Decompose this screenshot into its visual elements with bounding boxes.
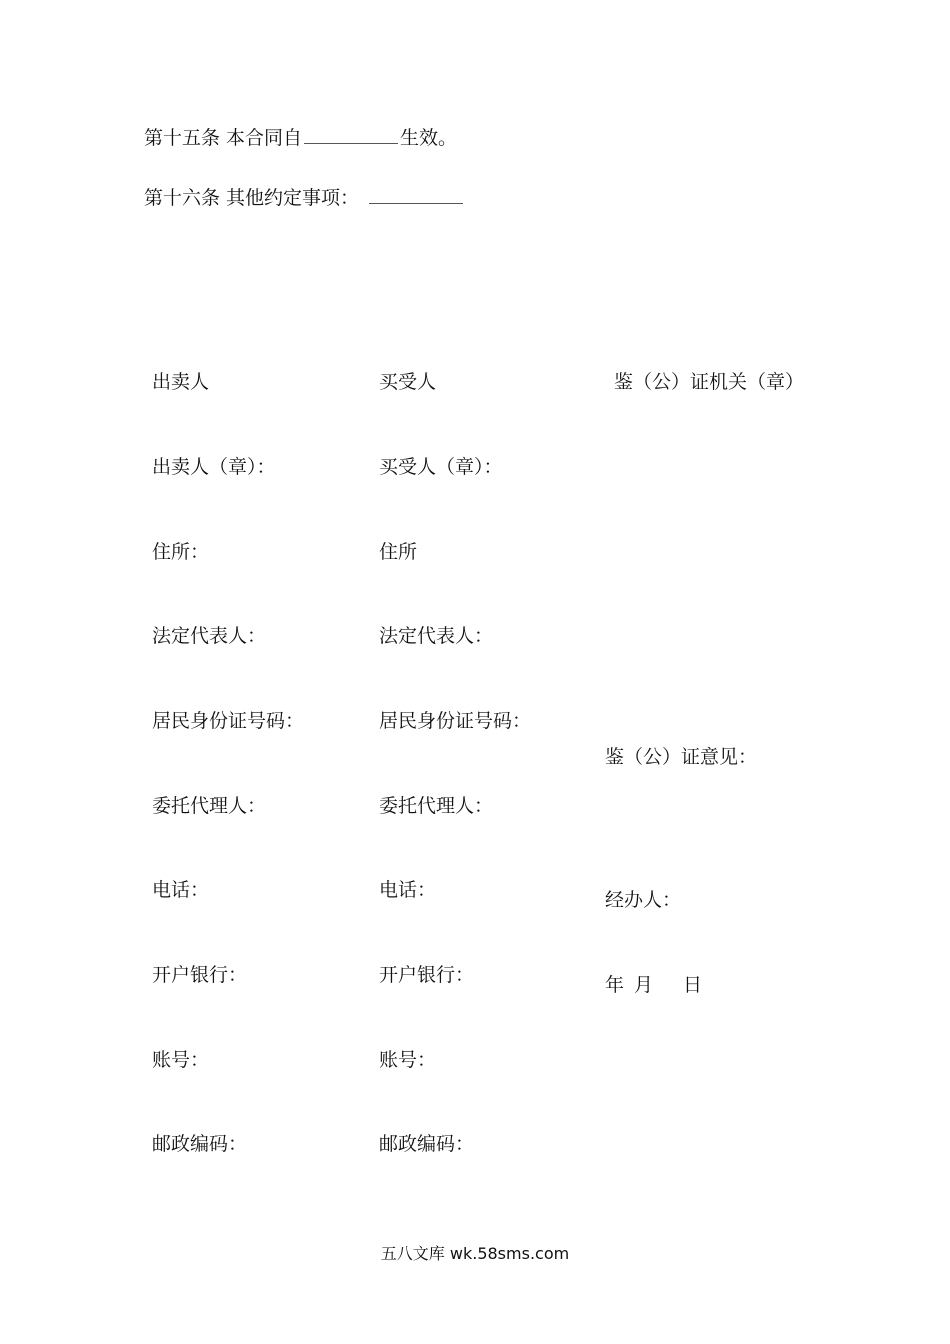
seller-seal: 出卖人（章）： xyxy=(152,456,276,478)
clause-16 xyxy=(144,186,463,210)
seller-agent: 委托代理人： xyxy=(152,795,267,817)
seller-address: 住所： xyxy=(152,541,210,563)
buyer-bank: 开户银行： xyxy=(379,964,475,986)
seller-phone: 电话： xyxy=(152,879,210,901)
buyer-seal: 买受人（章）： xyxy=(379,456,503,478)
notary-date-year: 年 xyxy=(605,974,625,996)
buyer-agent: 委托代理人： xyxy=(379,795,494,817)
seller-header: 出卖人 xyxy=(152,371,210,393)
notary-opinion: 鉴（公）证意见： xyxy=(605,746,758,768)
buyer-account: 账号： xyxy=(379,1049,437,1071)
seller-account: 账号： xyxy=(152,1049,210,1071)
clause-16-prefix: 第十六条 其他约定事项： xyxy=(144,187,360,209)
clause-15-suffix: 生效。 xyxy=(400,127,458,149)
clause-15-blank xyxy=(304,127,398,144)
clause-15-prefix: 第十五条 本合同自 xyxy=(144,127,303,149)
clause-15 xyxy=(144,126,457,150)
notary-handler: 经办人： xyxy=(605,889,682,911)
buyer-id-number: 居民身份证号码： xyxy=(379,710,532,732)
notary-date-day: 日 xyxy=(683,974,703,996)
notary-date xyxy=(605,973,702,997)
clause-16-blank xyxy=(369,187,463,204)
seller-postcode: 邮政编码： xyxy=(152,1133,248,1155)
buyer-phone: 电话： xyxy=(379,879,437,901)
seller-legal-rep: 法定代表人： xyxy=(152,625,267,647)
notary-header: 鉴（公）证机关（章） xyxy=(614,371,805,393)
buyer-postcode: 邮政编码： xyxy=(379,1133,475,1155)
seller-bank: 开户银行： xyxy=(152,964,248,986)
buyer-address: 住所 xyxy=(379,541,418,563)
notary-date-month: 月 xyxy=(634,974,654,996)
seller-id-number: 居民身份证号码： xyxy=(152,710,305,732)
buyer-legal-rep: 法定代表人： xyxy=(379,625,494,647)
buyer-header: 买受人 xyxy=(379,371,437,393)
footer-watermark: 五八文库 wk.58sms.com xyxy=(380,1244,570,1263)
